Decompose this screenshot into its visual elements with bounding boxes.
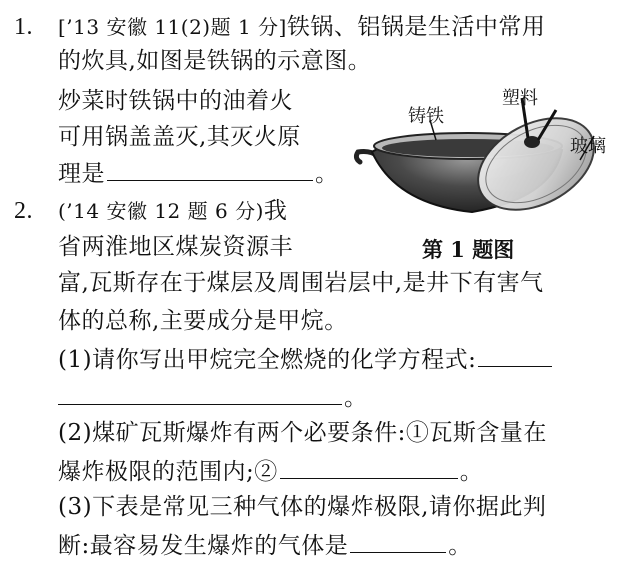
q2-sub2-end: 。	[459, 459, 484, 485]
q2-sub2-prefix: 爆炸极限的范围内;②	[58, 459, 278, 485]
q1-line5-prefix: 理是	[58, 161, 105, 187]
wok-figure	[352, 80, 614, 230]
q2-line2: 省两淮地区煤炭资源丰	[58, 234, 293, 260]
q2-line3: 富,瓦斯存在于煤层及周围岩层中,是井下有害气	[58, 270, 544, 296]
q2-source: (’14 安徽 12 题 6 分)	[58, 199, 264, 223]
q2-sub3-line2	[58, 530, 472, 561]
q2-sub1-line2	[58, 382, 368, 413]
q2-sub3-end: 。	[448, 533, 472, 559]
q2-sub1-blank-part1[interactable]	[478, 344, 552, 367]
q1-line1	[14, 12, 545, 42]
q2-sub1-line1	[58, 344, 554, 375]
q2-line4: 体的总称,主要成分是甲烷。	[58, 308, 348, 334]
q1-line5	[58, 158, 339, 189]
q2-intro-text: 我	[263, 198, 288, 224]
label-plastic: 塑料	[502, 88, 538, 109]
q1-answer-blank[interactable]	[107, 158, 313, 181]
q2-line1	[14, 196, 287, 226]
q1-line3: 炒菜时铁锅中的油着火	[58, 88, 293, 114]
q2-sub2-blank[interactable]	[280, 456, 458, 479]
q2-sub1-end: 。	[344, 385, 368, 411]
q1-intro-text: 铁锅、铝锅是生活中常用	[286, 14, 546, 40]
q2-sub3-line1: (3)下表是常见三种气体的爆炸极限,请你据此判	[58, 494, 547, 520]
q1-line4: 可用锅盖盖灭,其灭火原	[58, 124, 301, 150]
q1-line2: 的炊具,如图是铁锅的示意图。	[58, 48, 372, 74]
figure-caption: 第 1 题图	[422, 237, 515, 262]
label-cast-iron: 铸铁	[408, 106, 444, 127]
q2-sub3-blank[interactable]	[350, 530, 446, 553]
q2-sub1-text: (1)请你写出甲烷完全燃烧的化学方程式:	[58, 347, 477, 373]
q2-sub2-line2	[58, 456, 483, 487]
q2-number: 2.	[14, 198, 33, 224]
q1-number: 1.	[14, 14, 33, 40]
q2-sub3-prefix: 断:最容易发生爆炸的气体是	[58, 533, 349, 559]
q1-source: [’13 安徽 11(2)题 1 分]	[58, 15, 287, 39]
q1-line5-suffix: 。	[315, 161, 339, 187]
q2-sub1-blank-part2[interactable]	[58, 382, 342, 405]
q2-sub2-line1: (2)煤矿瓦斯爆炸有两个必要条件:①瓦斯含量在	[58, 420, 547, 446]
label-glass: 玻璃	[570, 136, 606, 157]
